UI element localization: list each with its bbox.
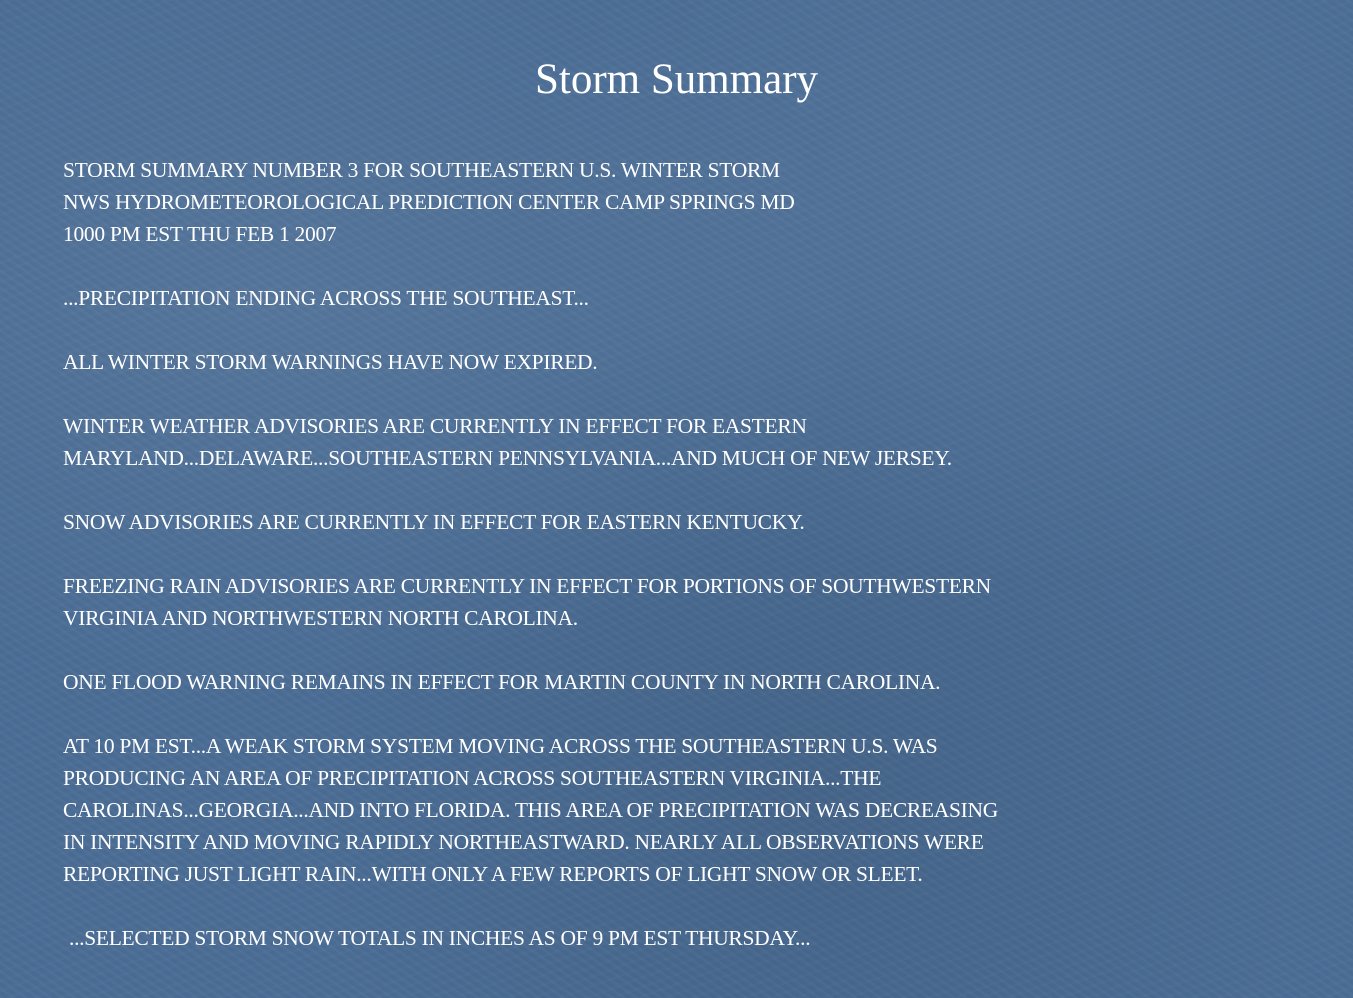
paragraph-gap (63, 378, 1333, 410)
discussion-line: IN INTENSITY AND MOVING RAPIDLY NORTHEASTWARD. NEARLY ALL OBSERVATIONS WERE (63, 830, 984, 854)
summary-header (63, 154, 1333, 250)
slide-title: Storm Summary (534, 56, 819, 103)
snow-totals-heading: ...SELECTED STORM SNOW TOTALS IN INCHES AS OF 9 PM EST THURSDAY... (69, 926, 811, 950)
paragraph-gap (63, 538, 1333, 570)
discussion-line: REPORTING JUST LIGHT RAIN...WITH ONLY A FEW REPORTS OF LIGHT SNOW OR SLEET. (63, 862, 923, 886)
snow-advisories-text: SNOW ADVISORIES ARE CURRENTLY IN EFFECT FOR EASTERN KENTUCKY. (63, 510, 805, 534)
paragraph-gap (63, 634, 1333, 666)
discussion-line: CAROLINAS...GEORGIA...AND INTO FLORIDA. THIS AREA OF PRECIPITATION WAS DECREASING (63, 798, 998, 822)
discussion-line: AT 10 PM EST...A WEAK STORM SYSTEM MOVING ACROSS THE SOUTHEASTERN U.S. WAS (63, 734, 938, 758)
paragraph-gap (63, 890, 1333, 922)
advisory-line: MARYLAND...DELAWARE...SOUTHEASTERN PENNSYLVANIA...AND MUCH OF NEW JERSEY. (63, 446, 952, 470)
freezing-rain-advisories (63, 570, 1333, 634)
winter-weather-advisories (63, 410, 1333, 474)
paragraph-gap (63, 474, 1333, 506)
warnings-expired-text: ALL WINTER STORM WARNINGS HAVE NOW EXPIRED. (63, 350, 598, 374)
header-line: NWS HYDROMETEOROLOGICAL PREDICTION CENTER CAMP SPRINGS MD (63, 190, 795, 214)
slide-body (63, 154, 1333, 954)
header-line: 1000 PM EST THU FEB 1 2007 (63, 222, 337, 246)
advisory-line: FREEZING RAIN ADVISORIES ARE CURRENTLY IN EFFECT FOR PORTIONS OF SOUTHWESTERN (63, 574, 991, 598)
paragraph-gap (63, 314, 1333, 346)
advisory-line: WINTER WEATHER ADVISORIES ARE CURRENTLY IN EFFECT FOR EASTERN (63, 414, 807, 438)
discussion-line: PRODUCING AN AREA OF PRECIPITATION ACROSS SOUTHEASTERN VIRGINIA...THE (63, 766, 882, 790)
header-line: STORM SUMMARY NUMBER 3 FOR SOUTHEASTERN U.S. WINTER STORM (63, 158, 780, 182)
advisory-line: VIRGINIA AND NORTHWESTERN NORTH CAROLINA. (63, 606, 578, 630)
paragraph-gap (63, 698, 1333, 730)
paragraph-gap (63, 250, 1333, 282)
flood-warning-text: ONE FLOOD WARNING REMAINS IN EFFECT FOR MARTIN COUNTY IN NORTH CAROLINA. (63, 670, 941, 694)
headline: ...PRECIPITATION ENDING ACROSS THE SOUTHEAST... (63, 286, 589, 310)
storm-discussion (63, 730, 1333, 890)
